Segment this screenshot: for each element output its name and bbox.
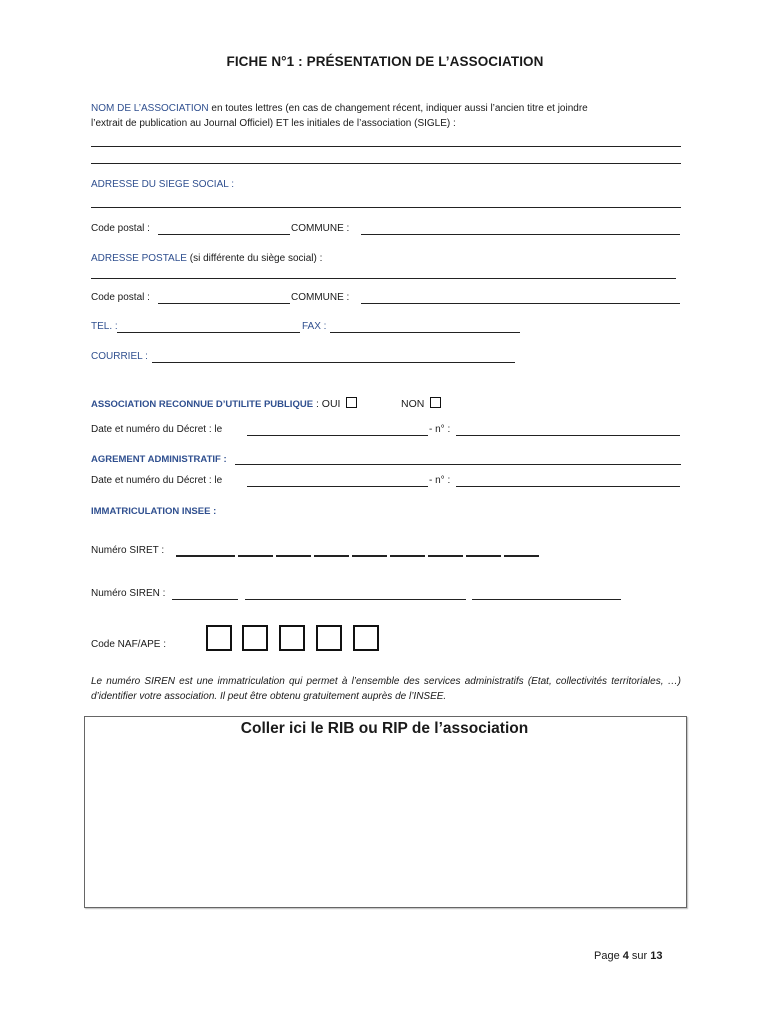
- nom-input-line-2[interactable]: [91, 163, 681, 164]
- agrement-date-label: Date et numéro du Décret : le: [91, 475, 223, 486]
- rib-paste-area[interactable]: [84, 716, 687, 908]
- utilite-non-group: [401, 397, 441, 410]
- utilite-non-label: NON: [401, 398, 425, 410]
- nom-instructions: [91, 103, 588, 114]
- siret-field-6[interactable]: [390, 555, 425, 557]
- siret-field-7[interactable]: [428, 555, 463, 557]
- courriel-field[interactable]: [152, 362, 515, 363]
- naf-box-2[interactable]: [242, 625, 268, 651]
- postale-code-postal-label: Code postal :: [91, 292, 150, 303]
- naf-box-1[interactable]: [206, 625, 232, 651]
- siret-field-9[interactable]: [504, 555, 539, 557]
- page-title: FICHE N°1 : PRÉSENTATION DE L’ASSOCIATION: [226, 54, 544, 69]
- agrement-label: AGREMENT ADMINISTRATIF :: [91, 454, 227, 465]
- agrement-field[interactable]: [235, 464, 681, 465]
- postale-commune-field[interactable]: [361, 303, 680, 304]
- nom-text-line1: en toutes lettres (en cas de changement récent, indiquer aussi l’ancien titre et joindre: [208, 103, 588, 114]
- naf-box-5[interactable]: [353, 625, 379, 651]
- utilite-row: [91, 397, 357, 410]
- nom-text-line2: l’extrait de publication au Journal Officiel) ET les initiales de l’association (SIGLE) :: [91, 118, 456, 129]
- utilite-oui-label: OUI: [321, 398, 341, 410]
- utilite-separator: :: [313, 398, 322, 410]
- utilite-non-checkbox[interactable]: [430, 397, 441, 408]
- agrement-date-field[interactable]: [247, 486, 428, 487]
- postale-code-postal-field[interactable]: [158, 303, 290, 304]
- siret-field-8[interactable]: [466, 555, 501, 557]
- siren-label: Numéro SIREN :: [91, 588, 166, 599]
- footer-sur: sur: [628, 950, 651, 962]
- postale-address-line[interactable]: [91, 278, 676, 279]
- utilite-oui-checkbox[interactable]: [346, 397, 357, 408]
- courriel-label: COURRIEL :: [91, 351, 148, 362]
- tel-field[interactable]: [117, 332, 300, 333]
- fax-label: FAX :: [302, 321, 327, 332]
- siren-field-1[interactable]: [172, 599, 238, 600]
- siren-field-3[interactable]: [472, 599, 621, 600]
- footer-page-number: 4: [622, 950, 629, 962]
- siret-field-5[interactable]: [352, 555, 387, 557]
- utilite-date-field[interactable]: [247, 435, 428, 436]
- footer-prefix: Page: [594, 950, 623, 962]
- naf-box-4[interactable]: [316, 625, 342, 651]
- postale-note: (si différente du siège social) :: [186, 253, 323, 264]
- agrement-num-label: - n° :: [429, 475, 451, 486]
- siege-code-postal-label: Code postal :: [91, 223, 150, 234]
- utilite-num-field[interactable]: [456, 435, 680, 436]
- agrement-num-field[interactable]: [456, 486, 680, 487]
- siege-code-postal-field[interactable]: [158, 234, 290, 235]
- siege-commune-label: COMMUNE :: [291, 223, 350, 234]
- rib-title: Coller ici le RIB ou RIP de l’association: [240, 720, 529, 737]
- fax-field[interactable]: [330, 332, 520, 333]
- postale-label: ADRESSE POSTALE: [91, 253, 187, 264]
- postale-commune-label: COMMUNE :: [291, 292, 350, 303]
- siret-label: Numéro SIRET :: [91, 545, 165, 556]
- page-footer: [594, 950, 663, 962]
- siret-field-3[interactable]: [276, 555, 311, 557]
- siege-address-line[interactable]: [91, 207, 681, 208]
- utilite-label: ASSOCIATION RECONNUE D’UTILITE PUBLIQUE: [91, 399, 314, 410]
- siege-label: ADRESSE DU SIEGE SOCIAL :: [91, 179, 235, 190]
- postale-heading: [91, 253, 322, 264]
- naf-label: Code NAF/APE :: [91, 639, 167, 650]
- utilite-num-label: - n° :: [429, 424, 451, 435]
- utilite-date-label: Date et numéro du Décret : le: [91, 424, 223, 435]
- siret-field-4[interactable]: [314, 555, 349, 557]
- nom-input-line-1[interactable]: [91, 146, 681, 147]
- tel-label: TEL. :: [91, 321, 118, 332]
- insee-label: IMMATRICULATION INSEE :: [91, 506, 217, 517]
- siege-commune-field[interactable]: [361, 234, 680, 235]
- footer-page-total: 13: [650, 950, 663, 962]
- siret-field-2[interactable]: [238, 555, 273, 557]
- siren-field-2[interactable]: [245, 599, 466, 600]
- siret-field-1[interactable]: [176, 555, 235, 557]
- nom-label: NOM DE L’ASSOCIATION: [91, 103, 209, 114]
- siren-note: Le numéro SIREN est une immatriculation qui permet à l’ensemble des services administratifs (Etat, collectivités territoriales, …) d’identifier votre association. Il peut être obtenu gratuitement auprès de l’INSEE.: [91, 676, 681, 702]
- naf-box-3[interactable]: [279, 625, 305, 651]
